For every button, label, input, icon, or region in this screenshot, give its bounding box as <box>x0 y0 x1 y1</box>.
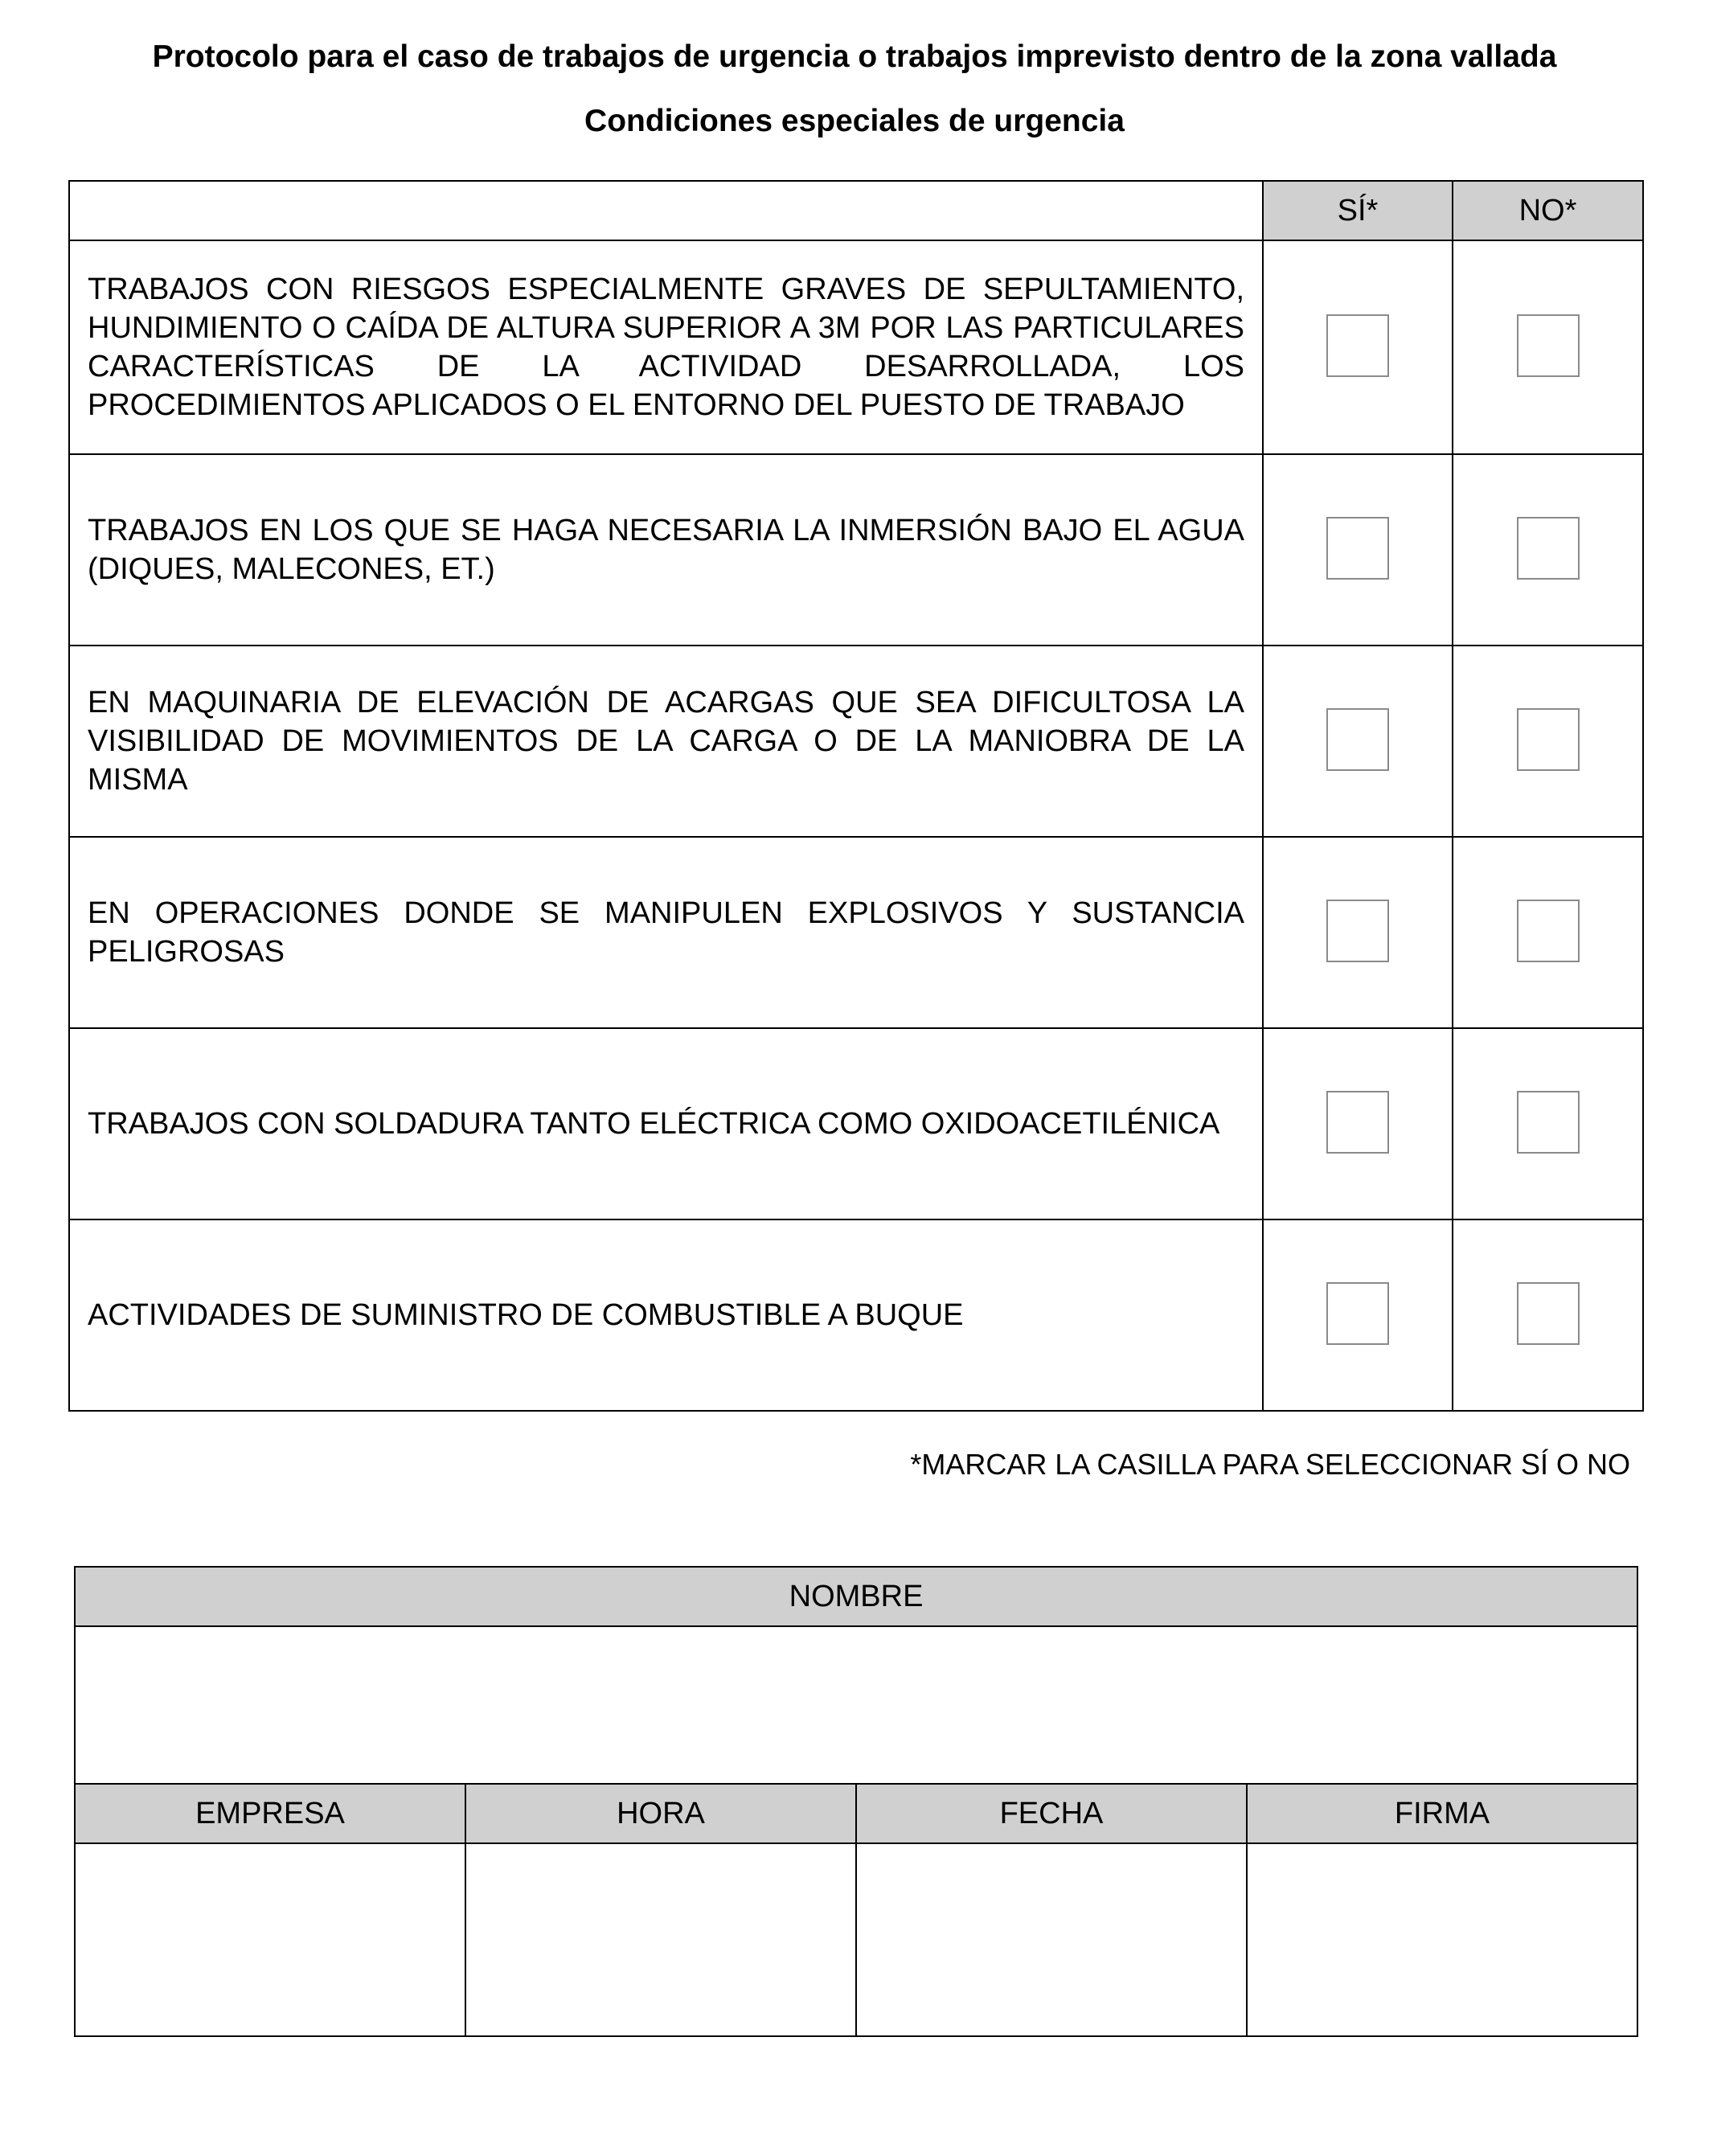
condition-text-content: TRABAJOS CON SOLDADURA TANTO ELÉCTRICA COMO OXIDOACETILÉNICA <box>88 1107 1220 1141</box>
condition-text <box>69 837 1263 1028</box>
no-checkbox[interactable] <box>1517 900 1580 962</box>
company-field[interactable] <box>75 1843 465 2036</box>
date-field[interactable] <box>856 1843 1247 2036</box>
name-input-row <box>75 1626 1637 1784</box>
no-cell <box>1453 240 1643 454</box>
condition-text-content: TRABAJOS CON RIESGOS ESPECIALMENTE GRAVES DE SEPULTAMIENTO, HUNDIMIENTO O CAÍDA DE ALTURA SUPERIOR A 3M POR LAS PARTICULARES CARACTERÍSTICAS DE LA ACTIVIDAD DESARROLLADA, LOS PROCEDIMIENTOS APLICADOS O EL ENTORNO DEL PUESTO DE TRABAJO <box>88 273 1244 422</box>
no-column-header: NO* <box>1453 181 1643 240</box>
yes-checkbox[interactable] <box>1326 1282 1389 1345</box>
condition-row <box>69 1028 1643 1219</box>
no-checkbox[interactable] <box>1517 1282 1580 1345</box>
conditions-header-row <box>69 181 1643 240</box>
yes-checkbox[interactable] <box>1326 314 1389 377</box>
yes-checkbox[interactable] <box>1326 900 1389 962</box>
condition-text <box>69 240 1263 454</box>
name-label: NOMBRE <box>75 1567 1637 1626</box>
yes-column-header: SÍ* <box>1263 181 1453 240</box>
yes-checkbox[interactable] <box>1326 1091 1389 1154</box>
yes-cell <box>1263 1028 1453 1219</box>
no-checkbox[interactable] <box>1517 708 1580 771</box>
yes-cell <box>1263 1219 1453 1411</box>
condition-row <box>69 1219 1643 1411</box>
details-header-row <box>75 1784 1637 1843</box>
time-field[interactable] <box>465 1843 856 2036</box>
details-input-row <box>75 1843 1637 2036</box>
no-cell <box>1453 1028 1643 1219</box>
condition-text-content: ACTIVIDADES DE SUMINISTRO DE COMBUSTIBLE A BUQUE <box>88 1298 964 1332</box>
date-label: FECHA <box>856 1784 1247 1843</box>
yes-checkbox[interactable] <box>1326 517 1389 580</box>
condition-row <box>69 837 1643 1028</box>
yes-checkbox[interactable] <box>1326 708 1389 771</box>
document-subtitle: Condiciones especiales de urgencia <box>584 104 1125 138</box>
yes-cell <box>1263 646 1453 837</box>
condition-text <box>69 454 1263 646</box>
company-label: EMPRESA <box>75 1784 465 1843</box>
signature-table <box>74 1566 1638 2037</box>
condition-row <box>69 454 1643 646</box>
no-checkbox[interactable] <box>1517 314 1580 377</box>
yes-cell <box>1263 837 1453 1028</box>
document-title: Protocolo para el caso de trabajos de urgencia o trabajos imprevisto dentro de la zona vallada <box>152 39 1557 74</box>
condition-text-content: EN OPERACIONES DONDE SE MANIPULEN EXPLOSIVOS Y SUSTANCIA PELIGROSAS <box>88 896 1244 969</box>
condition-row <box>69 646 1643 837</box>
yes-cell <box>1263 240 1453 454</box>
conditions-header-blank <box>69 181 1263 240</box>
name-field[interactable] <box>75 1626 1637 1784</box>
condition-text <box>69 1028 1263 1219</box>
checkbox-instruction-note: *MARCAR LA CASILLA PARA SELECCIONAR SÍ O NO <box>910 1448 1630 1481</box>
no-cell <box>1453 454 1643 646</box>
conditions-table <box>68 180 1644 1412</box>
condition-text <box>69 646 1263 837</box>
no-checkbox[interactable] <box>1517 1091 1580 1154</box>
no-cell <box>1453 1219 1643 1411</box>
condition-row <box>69 240 1643 454</box>
condition-text <box>69 1219 1263 1411</box>
no-cell <box>1453 837 1643 1028</box>
no-checkbox[interactable] <box>1517 517 1580 580</box>
condition-text-content: EN MAQUINARIA DE ELEVACIÓN DE ACARGAS QUE SEA DIFICULTOSA LA VISIBILIDAD DE MOVIMIENTOS DE LA CARGA O DE LA MANIOBRA DE LA MISMA <box>88 686 1244 797</box>
signature-label: FIRMA <box>1247 1784 1637 1843</box>
no-cell <box>1453 646 1643 837</box>
name-header-row <box>75 1567 1637 1626</box>
condition-text-content: TRABAJOS EN LOS QUE SE HAGA NECESARIA LA INMERSIÓN BAJO EL AGUA (DIQUES, MALECONES, ET.) <box>88 514 1244 586</box>
yes-cell <box>1263 454 1453 646</box>
time-label: HORA <box>465 1784 856 1843</box>
signature-field[interactable] <box>1247 1843 1637 2036</box>
